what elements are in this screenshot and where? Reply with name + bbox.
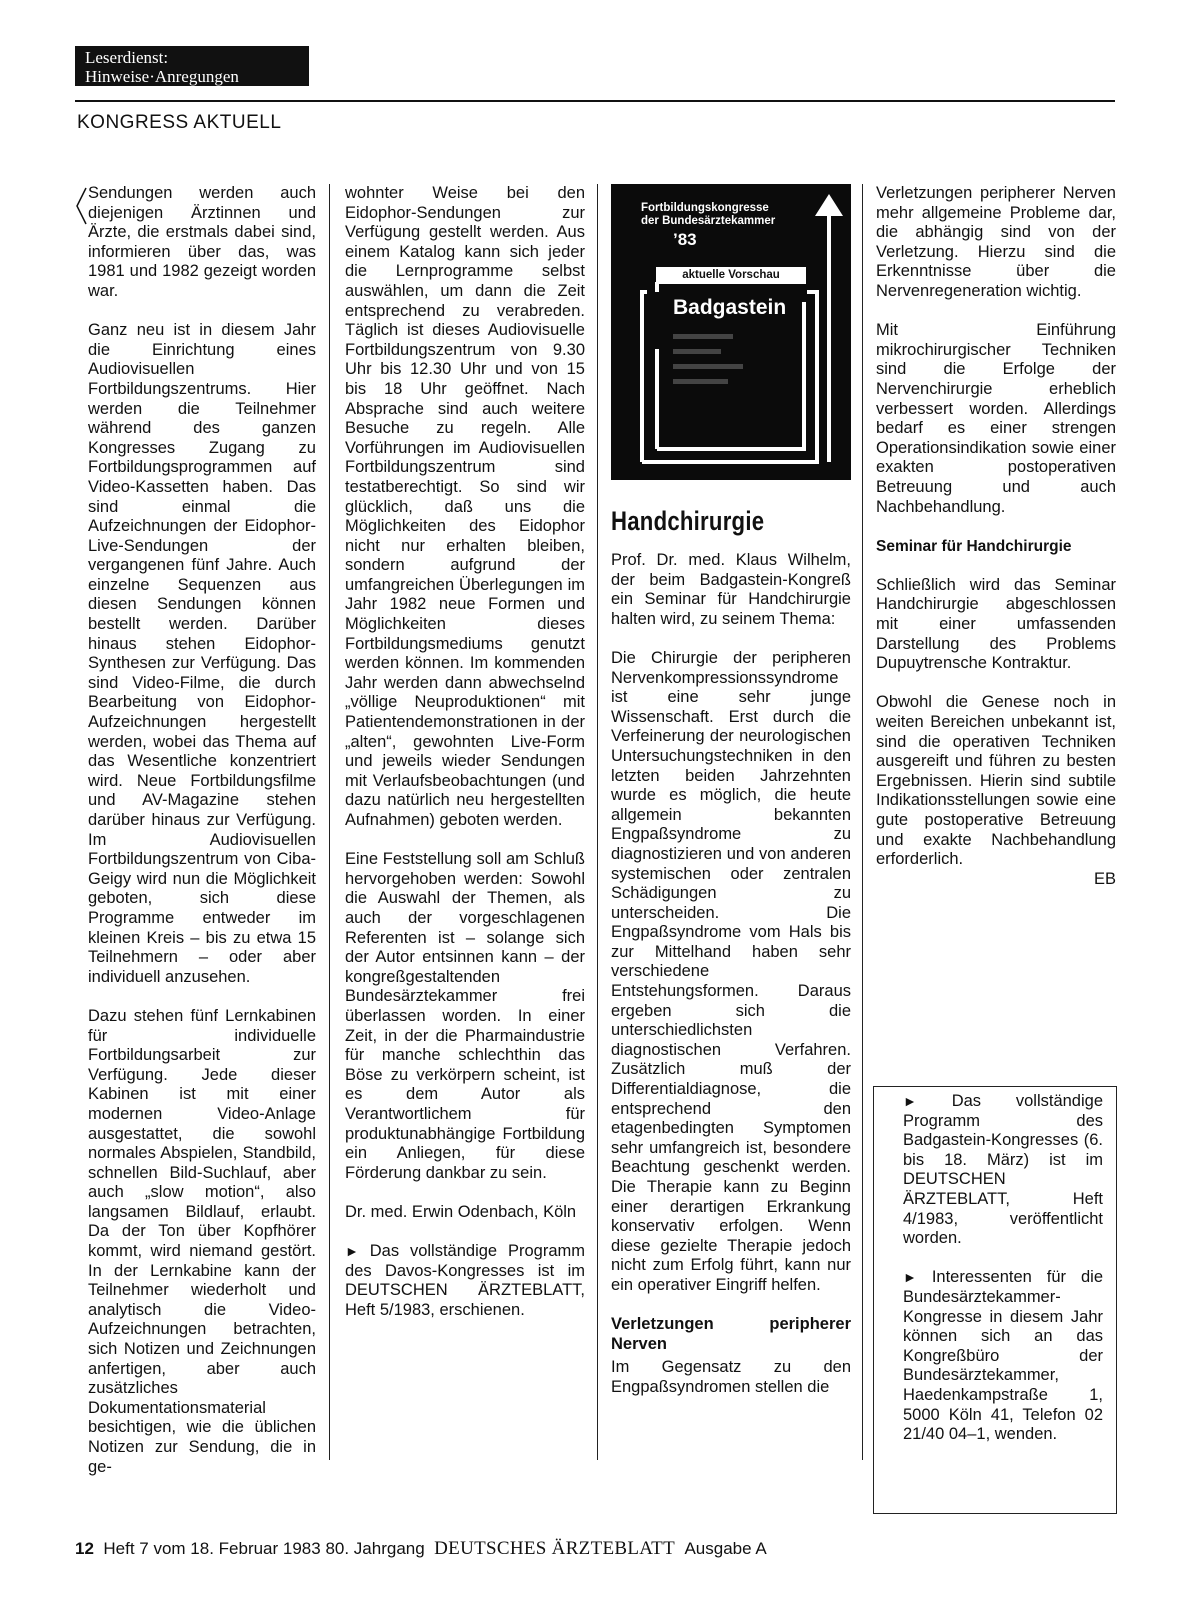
paragraph: Die Chirurgie der peripheren Nervenkompressionssyndrome ist eine sehr junge Wissenschaft. Erst durch die Verfeinerung der neurologischen Untersuchungstechniken in den letzten beiden Jahrzehnten wurde es möglich, die heute allgemein bekannten Engpaßsyndrome zu diagnostizieren und von anderen systemischen oder zentralen Schädigungen zu unterscheiden. Die Engpaßsyndrome vom Hals bis zur Mittelhand haben sehr verschiedene Entstehungsformen. Daraus ergeben sich die unterschiedlichsten diagnostischen Verfahren. Zusätzlich muß der Differentialdiagnose, die entsprechend den etagenbedingten Symptomen sehr umfangreich ist, besondere Beachtung geschenkt werden. Die Therapie kann zu Beginn einer derartigen Erkrankung konservativ erfolgen. Wenn diese gezielte Therapie jedoch nicht zum Erfolg führt, kann nur ein operativer Eingriff helfen. [611,648,851,1294]
issue-info: Heft 7 vom 18. Februar 1983 80. Jahrgang [103,1539,425,1558]
logo-band: aktuelle Vorschau [656,267,806,284]
header-line-2: Hinweise·Anregungen [85,67,239,86]
paragraph: Schließlich wird das Seminar Handchirurgie abgeschlossen mit einer umfassenden Darstellung des Problems Dupuytrensche Kontraktur. [876,575,1116,673]
column-divider [329,184,330,1460]
arrow-bullet-icon: ► [903,1269,917,1286]
article-column-1 [88,184,316,1497]
arrow-frame-icon [611,184,851,480]
article-title: Handchirurgie [611,506,765,536]
logo-line-1: Fortbildungskongresse [641,202,769,214]
article-column-4 [876,184,1116,909]
info-paragraph [903,1268,1103,1444]
congress-logo [611,184,851,480]
paragraph: wohnter Weise bei den Eidophor-Sendungen zur Verfügung gestellt werden. Aus einem Katalog kann sich jeder die Lernprogramme selbst auswählen, um dann die Zeit entsprechend zu verabreden. Täglich ist dieses Audiovisuelle Fortbildungszentrum von 9.30 Uhr bis 12.30 Uhr und von 15 bis 18 Uhr geöffnet. Nach Absprache sind auch weitere Besuche zu regeln. Alle Vorführungen im Audiovisuellen Fortbildungszentrum sind testatberechtigt. So sind wir glücklich, daß uns die Möglichkeiten des Eidophor nicht nur erhalten bleiben, sondern aufgrund der umfangreichen Überlegungen im Jahr 1982 neue Formen und Möglichkeiten dieses Fortbildungsmediums genutzt werden können. Im kommenden Jahr werden dann abwechselnd „völlige Neuproduktionen“ mit Patientendemonstrationen in der „alten“, gewohnten Live-Form und jeweils wieder Sendungen mit Verlaufsbeobachtungen (und dazu natürlich neu hergestellten Aufnahmen) geboten werden. [345,184,585,829]
paragraph: Mit Einführung mikrochirurgischer Techniken sind die Erfolge der Nervenchirurgie erheblich verbessert worden. Allerdings bedarf es einer strengen Operationsindikation sowie einer exakten postoperativen Betreuung und auch Nachbehandlung. [876,321,1116,516]
author-initials: EB [1093,869,1116,888]
column-divider [862,184,863,1460]
paragraph: Ganz neu ist in diesem Jahr die Einrichtung eines Audiovisuellen Fortbildungszentrums. Hier werden die Teilnehmer während des ganzen Kongresses Zugang zu Fortbildungsprogrammen auf Video-Kassetten haben. Das sind einmal die Aufzeichnungen der Eidophor-Live-Sendungen der vergangenen fünf Jahre. Auch einzelne Sequenzen aus diesen Sendungen können bestellt werden. Darüber hinaus stehen Eidophor-Synthesen zur Verfügung. Das sind Video-Filme, die durch Bearbeitung von Eidophor-Aufzeichnungen hergestellt werden, wobei das Thema auf das Wesentliche konzentriert wird. Neue Fortbildungsfilme und AV-Magazine stehen darüber hinaus zur Verfügung. Im Audiovisuellen Fortbildungszentrum von Ciba-Geigy wird nun die Möglichkeit geboten, sich diese Programme entweder im kleinen Kreis – bis zu etwa 15 Teilnehmern – oder aber individuell anzusehen. [88,321,316,986]
logo-city: Badgastein [673,296,787,319]
section-header-box [75,46,309,86]
subheading: Verletzungen peripherer Nerven [611,1315,851,1353]
header-line-1: Leserdienst: [85,48,169,67]
paragraph: Eine Feststellung soll am Schluß hervorgehoben werden: Sowohl die Auswahl der Themen, als auch der vorgeschlagenen Referenten ist – solange sich der Autor entsinnen kann – der kongreßgestaltenden Bundesärztekammer frei überlassen worden. In einer Zeit, in der die Pharmaindustrie für manche schlechthin das Böse zu verkörpern scheint, ist es dem Autor als Verantwortlichem für produktunabhängige Fortbildung ein Anliegen, für diese Förderung dankbar zu sein. [345,850,585,1182]
top-rule [75,100,1115,102]
logo-year: ’83 [673,230,697,249]
paragraph: Verletzungen peripherer Nerven mehr allgemeine Probleme dar, die abhängig sind von der Verletzung. Hierzu sind die Erkenntnisse über die Nervenregeneration wichtig. [876,184,1116,300]
info-box-text [903,1092,1103,1464]
article-column-3 [611,551,851,1417]
article-column-2 [345,184,585,1340]
edition: Ausgabe A [684,1539,767,1558]
arrow-bullet-icon: ► [903,1093,917,1109]
info-paragraph [903,1092,1103,1249]
magazine-name: DEUTSCHES ÄRZTEBLATT [434,1538,675,1559]
program-note-text: Das vollständige Programm des Davos-Kongresses ist im DEUTSCHEN ÄRZTEBLATT, Heft 5/1983, erschienen. [345,1242,585,1319]
subheading: Seminar für Handchirurgie [876,537,1072,555]
program-note [345,1242,585,1320]
paragraph: Sendungen werden auch diejenigen Ärztinnen und Ärzte, die erstmals dabei sind, informieren über das, was 1981 und 1982 gezeigt worden war. [88,184,316,300]
logo-line-2: der Bundesärztekammer [641,215,776,227]
paragraph: Obwohl die Genese noch in weiten Bereichen unbekannt ist, sind die operativen Techniken ausgereift und führen zu besten Ergebnissen. Hierin sind subtile Indikationsstellungen sowie eine gute postoperative Betreuung und exakte Nachbehandlung erforderlich. [876,693,1116,869]
continuation-bracket-icon [74,186,88,226]
paragraph: Im Gegensatz zu den Engpaßsyndromen stellen die [611,1358,851,1396]
page-number: 12 [75,1539,94,1558]
paragraph: Dazu stehen fünf Lernkabinen für individuelle Fortbildungsarbeit zur Verfügung. Jede dieser Kabinen ist mit einer modernen Video-Anlage ausgestattet, die sowohl normales Abspielen, Standbild, schnellen Bild-Suchlauf, aber auch „slow motion“, also langsamen Bildlauf, erlaubt. Da der Ton über Kopfhörer kommt, wird niemand gestört. In der Lernkabine kann der Teilnehmer wiederholt und analytisch die Video-Aufzeichnungen betrachten, sich Notizen und Zeichnungen anfertigen, aber auch zusätzliches Dokumentationsmaterial besichtigen, wie die üblichen Notizen zur Sendung, die in ge- [88,1006,316,1476]
paragraph: Prof. Dr. med. Klaus Wilhelm, der beim Badgastein-Kongreß ein Seminar für Handchirurgie halten wird, zu seinem Thema: [611,551,851,628]
info-paragraph-text: Interessenten für die Bundesärztekammer-Kongresse in diesem Jahr können sich an das Kongreßbüro der Bundesärztekammer, Haedenkampstraße 1, 5000 Köln 41, Telefon 02 21/40 04–1, wenden. [903,1268,1103,1444]
section-label: KONGRESS AKTUELL [77,112,282,133]
author-line: Dr. med. Erwin Odenbach, Köln [345,1202,577,1221]
arrow-bullet-icon: ► [345,1243,359,1260]
page-footer [75,1538,767,1560]
column-divider [597,184,598,1460]
info-paragraph-text: Das vollständige Programm des Badgastein-Kongresses (6. bis 18. März) ist im DEUTSCHEN ÄRZTEBLATT, Heft 4/1983, veröffentlicht worden. [903,1092,1103,1248]
